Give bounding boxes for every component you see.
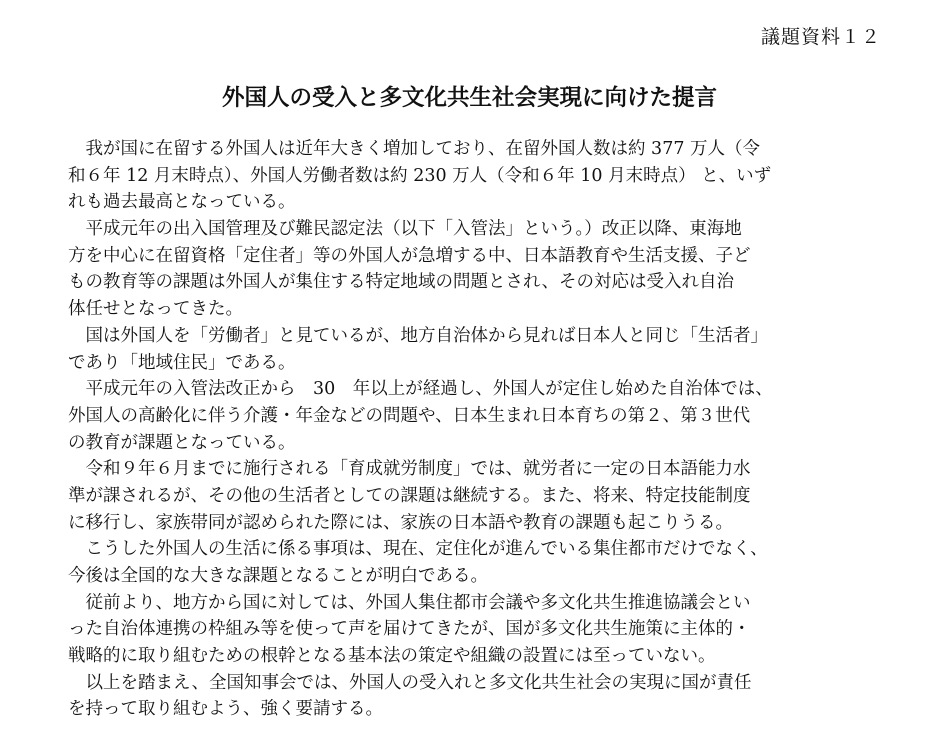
- body-line: 従前より、地方から国に対しては、外国人集住都市会議や多文化共生推進協議会とい: [68, 592, 751, 613]
- document-body: [68, 136, 868, 723]
- body-line: 和６年 12 月末時点）、外国人労働者数は約 230 万人（令和６年 10 月末時点） と、いず: [68, 165, 772, 186]
- body-line: 戦略的に取り組むための根幹となる基本法の策定や組織の設置には至っていない。: [68, 646, 716, 667]
- body-line: 方を中心に在留資格「定住者」等の外国人が急増する中、日本語教育や生活支援、子ど: [68, 245, 751, 266]
- body-line: を持って取り組むよう、強く要請する。: [68, 699, 383, 720]
- body-line: であり「地域住民」である。: [68, 352, 296, 373]
- document-label: 議題資料１２: [760, 26, 881, 48]
- body-line: 平成元年の入管法改正から 30 年以上が経過し、外国人が定住し始めた自治体では、: [68, 379, 773, 400]
- body-line: 体任せとなってきた。: [68, 299, 243, 320]
- body-line: 外国人の高齢化に伴う介護・年金などの問題や、日本生まれ日本育ちの第２、第３世代: [68, 405, 751, 426]
- body-line: こうした外国人の生活に係る事項は、現在、定住化が進んでいる集住都市だけでなく、: [68, 539, 768, 560]
- document-title: 外国人の受入と多文化共生社会実現に向けた提言: [221, 85, 717, 111]
- body-line: 今後は全国的な大きな課題となることが明白である。: [68, 566, 488, 586]
- body-line: れも過去最高となっている。: [68, 192, 296, 213]
- body-line: 準が課されるが、その他の生活者としての課題は継続する。また、将来、特定技能制度: [68, 485, 751, 506]
- body-line: に移行し、家族帯同が認められた際には、家族の日本語や教育の課題も起こりうる。: [68, 512, 733, 533]
- body-line: 令和９年６月までに施行される「育成就労制度」では、就労者に一定の日本語能力水: [68, 459, 751, 480]
- body-line: った自治体連携の枠組み等を使って声を届けてきたが、国が多文化共生施策に主体的・: [68, 619, 751, 640]
- body-line: の教育が課題となっている。: [68, 432, 296, 453]
- body-line: 平成元年の出入国管理及び難民認定法（以下「入管法」という。）改正以降、東海地: [68, 219, 742, 240]
- body-line: もの教育等の課題は外国人が集住する特定地域の問題とされ、その対応は受入れ自治: [68, 272, 735, 293]
- body-line: 以上を踏まえ、全国知事会では、外国人の受入れと多文化共生社会の実現に国が責任: [68, 672, 752, 693]
- body-line: 国は外国人を「労働者」と見ているが、地方自治体から見れば日本人と同じ「生活者」: [68, 325, 768, 346]
- body-line: 我が国に在留する外国人は近年大きく増加しており、在留外国人数は約 377 万人（令: [68, 139, 761, 159]
